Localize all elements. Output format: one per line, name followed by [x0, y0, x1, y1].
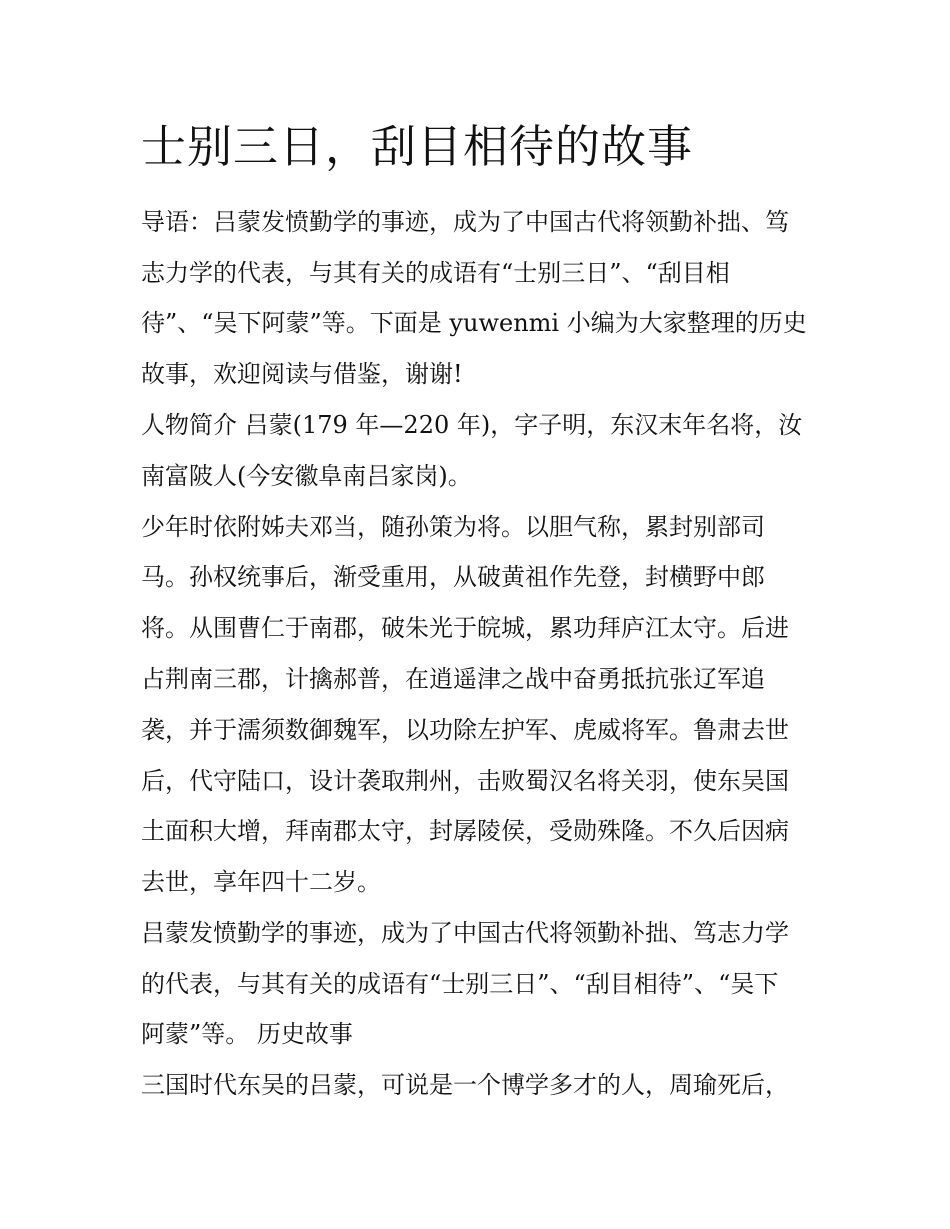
text-line-intro-4: 故事，欢迎阅读与借鉴，谢谢!: [141, 360, 463, 388]
text-line-profile-1: 人物简介 吕蒙(179 年—220 年)，字子明，东汉末年名将，汝: [141, 411, 803, 439]
text-line-bio-3: 将。从围曹仁于南郡，破朱光于皖城，累功拜庐江太守。后进: [141, 614, 789, 642]
text-line-bio-2: 马。孙权统事后，渐受重用，从破黄祖作先登，封横野中郎: [141, 563, 765, 591]
text-line-intro-3: 待”、“吴下阿蒙”等。下面是 yuwenmi 小编为大家整理的历史: [141, 309, 807, 337]
text-line-legacy-2: 的代表，与其有关的成语有“士别三日”、“刮目相待”、“吴下: [141, 970, 779, 998]
text-line-intro-1: 导语：吕蒙发愤勤学的事迹，成为了中国古代将领勤补拙、笃: [141, 208, 789, 236]
text-line-story-1: 三国时代东吴的吕蒙，可说是一个博学多才的人，周瑜死后，: [141, 1071, 789, 1099]
text-line-bio-7: 土面积大增，拜南郡太守，封孱陵侯，受勋殊隆。不久后因病: [141, 817, 789, 845]
text-line-bio-4: 占荆南三郡，计擒郝普，在逍遥津之战中奋勇抵抗张辽军追: [141, 665, 765, 693]
page-title: 士别三日，刮目相待的故事: [141, 120, 694, 173]
text-line-bio-8: 去世，享年四十二岁。: [141, 868, 381, 896]
text-line-bio-1: 少年时依附姊夫邓当，随孙策为将。以胆气称，累封别部司: [141, 513, 765, 541]
text-line-legacy-1: 吕蒙发愤勤学的事迹，成为了中国古代将领勤补拙、笃志力学: [141, 919, 789, 947]
text-line-legacy-3: 阿蒙”等。 历史故事: [141, 1020, 353, 1048]
text-line-intro-2: 志力学的代表，与其有关的成语有“士别三日”、“刮目相: [141, 259, 730, 287]
text-line-profile-2: 南富陂人(今安徽阜南吕家岗)。: [141, 462, 472, 490]
text-line-bio-6: 后，代守陆口，设计袭取荆州，击败蜀汉名将关羽，使东吴国: [141, 767, 789, 795]
text-line-bio-5: 袭，并于濡须数御魏军，以功除左护军、虎威将军。鲁肃去世: [141, 716, 789, 744]
